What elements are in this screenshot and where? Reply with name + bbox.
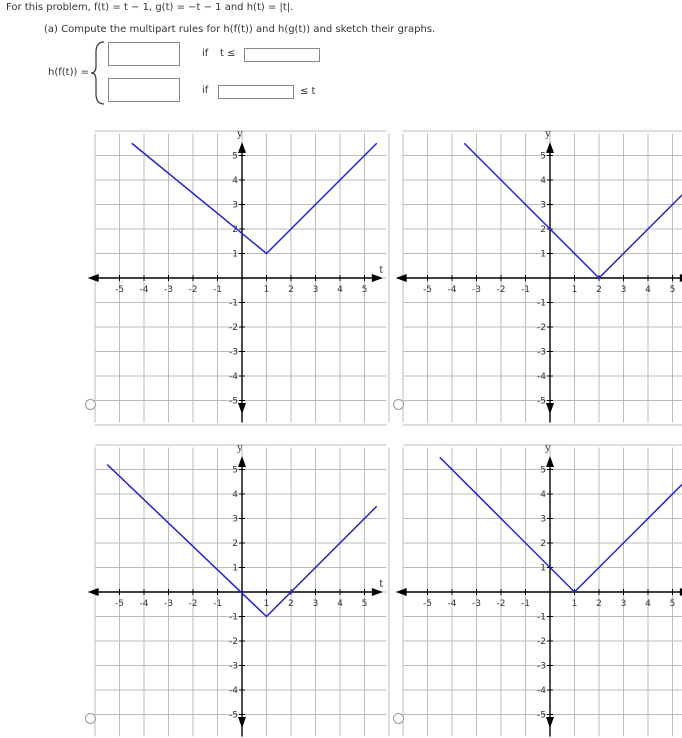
x-tick-label: 4 (337, 599, 343, 609)
y-tick-label: 2 (540, 539, 546, 549)
x-tick-label: 4 (337, 285, 343, 295)
x-tick-label: -5 (423, 599, 432, 609)
y-tick-label: -1 (537, 612, 546, 623)
y-tick-label: -5 (537, 710, 546, 721)
x-tick-label: 4 (645, 599, 651, 609)
y-tick-label: -1 (537, 298, 546, 309)
le-t-label: ≤ t (300, 86, 316, 97)
y-tick-label: 1 (232, 249, 238, 260)
y-tick-label: 1 (540, 249, 546, 260)
y-tick-label: -3 (537, 661, 546, 672)
x-tick-label: 3 (312, 599, 319, 609)
y-tick-label: -5 (229, 710, 238, 721)
y-axis-label: y (237, 129, 243, 141)
t-axis-label: t (379, 579, 384, 590)
y-tick-label: 4 (540, 490, 546, 500)
x-tick-label: 3 (620, 285, 627, 295)
x-tick-label: -4 (139, 285, 149, 295)
t-axis-arrow-left (88, 588, 99, 596)
x-tick-label: -1 (213, 599, 222, 609)
y-tick-label: 3 (540, 514, 546, 525)
x-tick-label: 5 (361, 285, 368, 295)
x-tick-label: 3 (620, 599, 627, 609)
x-tick-label: 1 (571, 599, 578, 609)
y-tick-label: -3 (537, 347, 546, 358)
problem-statement: For this problem, f(t) = t − 1, g(t) = −t − 1 and h(t) = |t|. (6, 2, 294, 13)
x-tick-label: 1 (263, 285, 270, 295)
y-tick-label: -2 (229, 637, 238, 647)
radio-option-2[interactable] (393, 399, 404, 410)
y-tick-label: 5 (232, 465, 238, 476)
x-tick-label: -5 (423, 285, 432, 295)
y-axis-arrow (546, 456, 554, 467)
y-axis-arrow (238, 456, 246, 467)
x-tick-label: 5 (669, 285, 676, 295)
x-tick-label: -1 (521, 285, 530, 295)
y-tick-label: 5 (540, 151, 546, 162)
y-tick-label: 2 (232, 225, 238, 235)
y-tick-label: -1 (229, 612, 238, 623)
x-tick-label: 2 (288, 285, 294, 295)
y-tick-label: -5 (537, 396, 546, 407)
brace-icon (90, 40, 108, 106)
if-label-2: if (202, 85, 209, 96)
graph-option-1 (92, 128, 384, 410)
y-tick-label: 3 (540, 200, 546, 211)
y-axis-arrow-bottom (238, 403, 246, 414)
y-axis-label: y (545, 443, 551, 455)
piece1-condition-input[interactable] (244, 48, 320, 62)
y-tick-label: -5 (229, 396, 238, 407)
radio-option-3[interactable] (85, 713, 96, 724)
x-tick-label: 4 (645, 285, 651, 295)
y-tick-label: 1 (232, 563, 238, 574)
y-tick-label: -4 (537, 372, 546, 382)
x-tick-label: -4 (139, 599, 149, 609)
x-tick-label: 3 (312, 285, 319, 295)
piece2-condition-input[interactable] (218, 85, 294, 99)
radio-option-1[interactable] (85, 399, 96, 410)
x-tick-label: 2 (596, 285, 602, 295)
y-tick-label: 3 (232, 200, 238, 211)
graph-option-4 (400, 442, 676, 724)
y-tick-label: 1 (540, 563, 546, 574)
y-tick-label: 2 (540, 225, 546, 235)
piece1-expression-input[interactable] (108, 42, 180, 66)
x-tick-label: 1 (571, 285, 578, 295)
if-label-1: if (202, 48, 209, 59)
y-tick-label: -2 (229, 323, 238, 333)
x-tick-label: -4 (447, 285, 457, 295)
y-tick-label: 4 (540, 176, 546, 186)
y-axis-arrow-bottom (546, 403, 554, 414)
y-axis-label: y (545, 129, 551, 141)
y-tick-label: -2 (537, 323, 546, 333)
y-tick-label: 3 (232, 514, 238, 525)
y-tick-label: 5 (540, 465, 546, 476)
graph-option-2 (400, 128, 676, 410)
x-tick-label: -2 (188, 285, 198, 295)
y-axis-arrow-bottom (238, 717, 246, 728)
x-tick-label: -3 (472, 285, 481, 295)
h-of-f-label: h(f(t)) = (48, 67, 89, 78)
x-tick-label: -2 (496, 285, 506, 295)
y-tick-label: -3 (229, 661, 238, 672)
y-axis-arrow-bottom (546, 717, 554, 728)
x-tick-label: -5 (115, 599, 124, 609)
x-tick-label: -3 (164, 285, 173, 295)
t-axis-arrow-left (396, 588, 407, 596)
curve-line (464, 143, 682, 278)
piece2-expression-input[interactable] (108, 78, 180, 102)
y-axis-arrow (546, 142, 554, 153)
x-tick-label: 2 (596, 599, 602, 609)
y-tick-label: 4 (232, 490, 238, 500)
y-tick-label: 2 (232, 539, 238, 549)
x-tick-label: -1 (521, 599, 530, 609)
x-tick-label: 1 (263, 599, 270, 609)
t-axis-arrow-left (396, 274, 407, 282)
y-tick-label: -4 (229, 372, 238, 382)
x-tick-label: -5 (115, 285, 124, 295)
x-tick-label: -3 (472, 599, 481, 609)
x-tick-label: -4 (447, 599, 457, 609)
y-tick-label: -4 (537, 686, 546, 696)
t-axis-label: t (379, 265, 384, 276)
t-axis-arrow-left (88, 274, 99, 282)
y-tick-label: -2 (537, 637, 546, 647)
x-tick-label: -2 (496, 599, 506, 609)
part-a-instructions: (a) Compute the multipart rules for h(f(t)) and h(g(t)) and sketch their graphs. (44, 24, 436, 35)
y-tick-label: 5 (232, 151, 238, 162)
x-tick-label: 5 (669, 599, 676, 609)
radio-option-4[interactable] (393, 713, 404, 724)
x-tick-label: -1 (213, 285, 222, 295)
t-le-label: t ≤ (220, 48, 236, 59)
y-tick-label: -1 (229, 298, 238, 309)
x-tick-label: -2 (188, 599, 198, 609)
y-tick-label: -3 (229, 347, 238, 358)
x-tick-label: 2 (288, 599, 294, 609)
y-tick-label: -4 (229, 686, 238, 696)
y-axis-arrow (238, 142, 246, 153)
graph-option-3 (92, 442, 384, 724)
y-tick-label: 4 (232, 176, 238, 186)
x-tick-label: -3 (164, 599, 173, 609)
x-tick-label: 5 (361, 599, 368, 609)
y-axis-label: y (237, 443, 243, 455)
